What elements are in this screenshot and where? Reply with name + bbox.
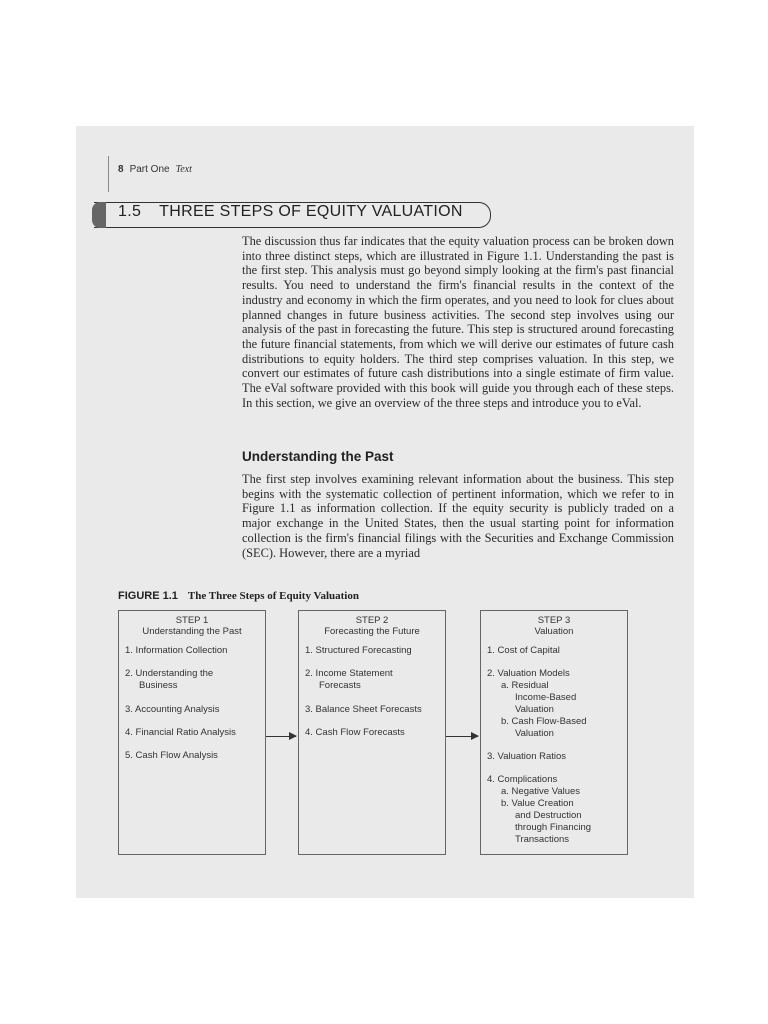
step-subheading: Understanding the Past: [142, 626, 242, 637]
step-item: 5. Cash Flow Analysis: [125, 750, 218, 761]
step-item: 3. Accounting Analysis: [125, 704, 220, 715]
arrow-step2-to-step3: [446, 736, 478, 737]
step-item: a. Negative Values: [501, 786, 581, 797]
step-item: Valuation: [515, 704, 554, 715]
step-heading: STEP 2: [355, 615, 389, 626]
step-item: through Financing: [515, 822, 592, 833]
step-item: Business: [139, 680, 178, 691]
figure-caption: [118, 590, 359, 602]
figure-label: FIGURE 1.1: [118, 590, 178, 602]
step-item: 4. Financial Ratio Analysis: [125, 727, 236, 738]
subheading: Understanding the Past: [242, 449, 394, 464]
arrow-step1-to-step2: [266, 736, 296, 737]
step-heading: STEP 3: [537, 615, 571, 626]
section-title: THREE STEPS OF EQUITY VALUATION: [159, 203, 463, 220]
section-heading: [118, 203, 463, 221]
paragraph-intro: The discussion thus far indicates that the equity valuation process can be broken down into three distinct steps, which are illustrated in Figure 1.1. Understanding the past is the first step. This analysis must go beyond simply looking at the firm's past financial results. You need to understand the firm's financial results in the context of the industry and economy in which the firm operates, and you need to look for clues about planned changes in future business activities. The second step involves using our analysis of the past in forecasting the future. This step is structured around forecasting the future financial statements, from which we will derive our estimates of future cash distributions to equity holders. The third step comprises valuation. In this step, we convert our estimates of future cash distributions into a single estimate of firm value. The eVal software provided with this book will guide you through each of these steps. In this section, we give an overview of the three steps and introduce you to eVal.: [242, 234, 674, 410]
step-item: 3. Balance Sheet Forecasts: [305, 704, 422, 715]
step-subheading: Valuation: [534, 626, 574, 637]
section-number: 1.5: [118, 203, 142, 220]
step-2-box: [298, 610, 446, 855]
step-item: 1. Structured Forecasting: [305, 645, 412, 656]
step-item: and Destruction: [515, 810, 582, 821]
section-tab: [92, 202, 106, 228]
page-number: 8: [118, 164, 124, 175]
figure-title: The Three Steps of Equity Valuation: [187, 590, 359, 602]
step-heading: STEP 1: [175, 615, 209, 626]
step-item: 4. Complications: [487, 774, 558, 785]
running-header: [118, 164, 192, 175]
step-item: Income-Based: [515, 692, 577, 703]
part-label: Part One: [129, 164, 170, 175]
step-item: 4. Cash Flow Forecasts: [305, 727, 405, 738]
step-item: b. Cash Flow-Based: [501, 716, 587, 727]
step-subheading: Forecasting the Future: [324, 626, 420, 637]
step-item: a. Residual: [501, 680, 549, 691]
book-page: [76, 126, 694, 898]
step-item: 3. Valuation Ratios: [487, 751, 567, 762]
step-item: Valuation: [515, 728, 554, 739]
step-item: 1. Information Collection: [125, 645, 228, 656]
header-rule: [108, 156, 109, 192]
step-item: b. Value Creation: [501, 798, 574, 809]
paragraph-understanding: The first step involves examining relevant information about the business. This step begins with the systematic collection of pertinent information, which we refer to in Figure 1.1 as information collection. If the equity security is publicly traded on a major exchange in the United States, then the usual starting point for information collection is the firm's financial filings with the Securities and Exchange Commission (SEC). However, there are a myriad: [242, 472, 674, 560]
step-item: Transactions: [515, 834, 570, 845]
step-item: Forecasts: [319, 680, 361, 691]
step-item: 2. Valuation Models: [487, 668, 570, 679]
step-item: 1. Cost of Capital: [487, 645, 560, 656]
step-3-box: [480, 610, 628, 855]
step-item: 2. Income Statement: [305, 668, 393, 679]
step-item: 2. Understanding the: [125, 668, 214, 679]
step-1-box: [118, 610, 266, 855]
part-name: Text: [175, 164, 192, 175]
